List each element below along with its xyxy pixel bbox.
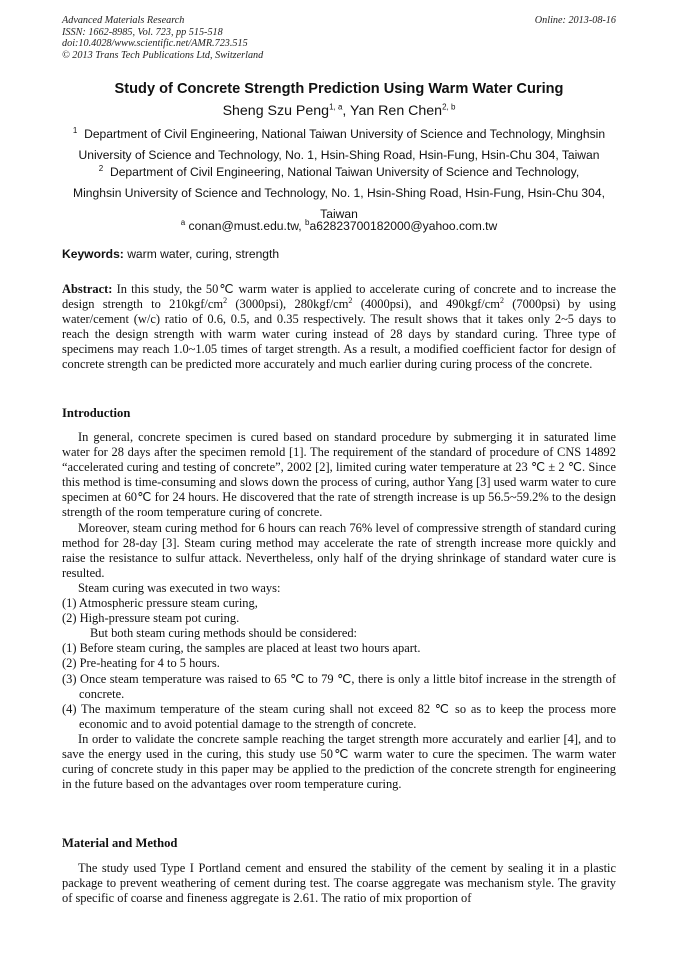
consideration-2: (2) Pre-heating for 4 to 5 hours. — [62, 656, 220, 671]
curing-way-1: (1) Atmospheric pressure steam curing, — [62, 596, 258, 611]
paper-title: Study of Concrete Strength Prediction Using Warm Water Curing — [114, 81, 564, 97]
email-a: conan@must.edu.tw, — [188, 219, 302, 233]
journal-header — [62, 15, 263, 61]
email-b-sup: b — [305, 217, 310, 227]
abstract-part-2: (3000psi), 280kgf/cm — [227, 297, 349, 312]
introduction-body — [62, 430, 616, 792]
abstract-part-4: (7000psi) by using water/cement (w/c) ratio of 0.6, 0.5, and 0.35 respectively. The result shows that it takes only 2~5 days to reach the design strength with warm water curing instead of 28 days by standard curing. Three type of specimens may reach 1.0~1.05 times of target strength. As a result, a modified coefficient factor for design of concrete strength can be predicted more accurately and much earlier during curing process of the concrete. — [62, 297, 616, 372]
aff-2-line-1: Department of Civil Engineering, National Taiwan University of Science and Technology, — [109, 165, 580, 179]
abstract-part-3: (4000psi), and 490kgf/cm — [352, 297, 500, 312]
copyright-line: © 2013 Trans Tech Publications Ltd, Switzerland — [62, 49, 264, 61]
abstract-sup-3: 2 — [499, 295, 504, 305]
consideration-3: (3) Once steam temperature was raised to 65 ℃ to 79 ℃, there is only a little bitof increase in the strength of concrete. — [62, 671, 616, 701]
author-1-sup: 1, a — [329, 102, 343, 112]
material-body — [62, 861, 616, 906]
abstract — [62, 282, 616, 373]
intro-paragraph-4: But both steam curing methods should be considered: — [90, 626, 358, 641]
aff-2-number: 2 — [98, 163, 104, 173]
keywords — [62, 247, 616, 261]
author-2-sup: 2, b — [442, 102, 456, 112]
abstract-part-1: In this study, the 50℃ warm water is applied to accelerate curing of concrete and to increase the design strength to 210kgf/cm — [62, 282, 617, 312]
email-b: a62823700182000@yahoo.com.tw — [309, 219, 498, 233]
material-heading: Material and Method — [62, 836, 178, 850]
doi-line: doi:10.4028/www.scientific.net/AMR.723.515 — [62, 38, 248, 49]
affiliation-1 — [62, 124, 616, 166]
email-line — [62, 216, 616, 237]
intro-paragraph-5: In order to validate the concrete sample reaching the target strength more accurately and earlier [4], and to save the energy used in the curing, this study use 50℃ warm water to cure the specimen. The warm water curing of concrete study in this paper may be applied to the prediction of the concrete strength for engineering in the future based on the advantages over room temperature curing. — [62, 731, 616, 792]
issn-line: ISSN: 1662-8985, Vol. 723, pp 515-518 — [62, 26, 223, 38]
aff-1-number: 1 — [72, 125, 78, 135]
intro-paragraph-1: In general, concrete specimen is cured based on standard procedure by submerging it in saturated lime water for 28 days after the specimen remold [1]. The requirement of the standard of procedure of CNS 14892 “accelerated curing and testing of concrete”, 2002 [2], limited curing water temperature at 23 ℃ ± 2 ℃. Since this method is time-consuming and slows down the process of curing, author Yang [3] used warm water to cure specimen at 60℃ for 24 hours. He discovered that the rate of strength increase is up 56.5~59.2% to the design strength of the room temperature curing of concrete. — [62, 430, 616, 520]
email-a-sup: a — [180, 217, 186, 227]
aff-2-line-2: Minghsin University of Science and Technology, No. 1, Hsin-Shing Road, Hsin-Fung, Hsin-Chu 304, — [73, 186, 605, 200]
aff-1-line-2: University of Science and Technology, No. 1, Hsin-Shing Road, Hsin-Fung, Hsin-Chu 304, Taiwan — [78, 148, 600, 162]
intro-paragraph-2: Moreover, steam curing method for 6 hours can reach 76% level of compressive strength of standard curing method for 28-day [3]. Steam curing method may accelerate the rate of strength increase more quickly and raise the resistance to sulfur attack. Nevertheless, only half of the drying shrinkage of standard water cure is resulted. — [62, 520, 616, 580]
author-line — [0, 103, 678, 119]
consideration-1: (1) Before steam curing, the samples are placed at least two hours apart. — [62, 641, 421, 656]
abstract-sup-2: 2 — [348, 295, 353, 305]
journal-name: Advanced Materials Research — [62, 15, 185, 26]
abstract-sup-1: 2 — [223, 295, 228, 305]
intro-paragraph-3: Steam curing was executed in two ways: — [78, 580, 281, 595]
consideration-4: (4) The maximum temperature of the steam curing shall not exceed 82 ℃ so as to keep the process more economic and to avoid potential damage to the strength of concrete. — [62, 701, 616, 731]
aff-2-line-3: Taiwan — [320, 207, 358, 221]
aff-1-line-1: Department of Civil Engineering, National Taiwan University of Science and Technology, Minghsin — [84, 127, 606, 141]
material-paragraph-1: The study used Type I Portland cement and ensured the stability of the cement by sealing it in a plastic package to prevent weathering of cement during test. The coarse aggregate was mechanism style. The gravity of specific of coarse and fineness aggregate is 2.61. The ratio of mix proportion of — [62, 861, 616, 906]
author-2-name: Yan Ren Chen — [350, 103, 443, 119]
keywords-text: warm water, curing, strength — [127, 247, 280, 261]
keywords-label: Keywords: — [62, 247, 124, 261]
author-1-name: Sheng Szu Peng — [222, 103, 330, 119]
author-separator: , — [342, 103, 351, 119]
online-date: Online: 2013-08-16 — [534, 15, 616, 26]
abstract-label: Abstract: — [62, 282, 113, 296]
curing-way-2: (2) High-pressure steam pot curing. — [62, 611, 240, 626]
introduction-heading: Introduction — [62, 406, 131, 420]
